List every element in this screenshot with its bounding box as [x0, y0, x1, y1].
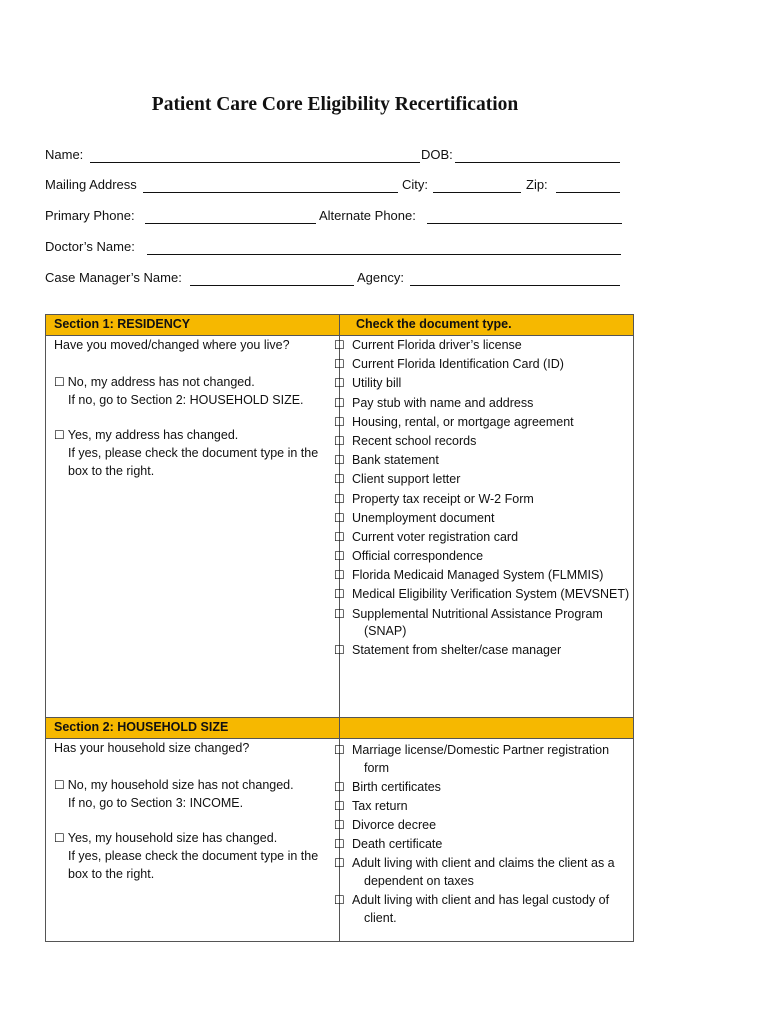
document-option-label: Medical Eligibility Verification System (MEVSNET)	[352, 587, 630, 602]
alternate-phone-field[interactable]	[427, 222, 622, 224]
section1-yes-option: Yes, my address has changed.	[67, 428, 239, 442]
document-option-label: Marriage license/Domestic Partner registration form	[352, 743, 610, 775]
document-option-label: Unemployment document	[352, 510, 495, 525]
document-option-label: Supplemental Nutritional Assistance Program (SNAP)	[352, 606, 603, 639]
document-option[interactable]: ☐ Statement from shelter/case manager	[334, 643, 562, 658]
document-option[interactable]: ☐ Current Florida Identification Card (ID)	[334, 357, 564, 372]
section1-question: Have you moved/changed where you live?	[54, 338, 290, 352]
city-label: City:	[402, 177, 428, 192]
document-option-label: Recent school records	[352, 433, 477, 448]
section1-yes-instruction: If yes, please check the document type in the	[68, 446, 319, 460]
primary-phone-field[interactable]	[145, 222, 316, 224]
document-option-label: Housing, rental, or mortgage agreement	[352, 414, 574, 429]
name-field[interactable]	[90, 161, 420, 163]
alternate-phone-label: Alternate Phone:	[319, 208, 416, 223]
document-option-label: Adult living with client and has legal custody of client.	[352, 893, 610, 925]
page-title: Patient Care Core Eligibility Recertification	[151, 94, 519, 115]
checkbox[interactable]: ☐	[54, 831, 65, 845]
document-type-header: Check the document type.	[340, 315, 634, 336]
document-option-label: Utility bill	[352, 376, 402, 391]
document-option[interactable]: ☐ Death certificate	[334, 837, 443, 852]
document-option-label: Bank statement	[352, 453, 439, 468]
section1-no-option: No, my address has not changed.	[67, 375, 255, 389]
case-manager-label: Case Manager’s Name:	[45, 270, 182, 285]
document-option-label: Death certificate	[352, 837, 443, 852]
section2-header: Section 2: HOUSEHOLD SIZE	[46, 718, 340, 739]
document-option[interactable]: ☐ Unemployment document	[334, 510, 495, 525]
document-option-label: Tax return	[352, 798, 408, 813]
document-option[interactable]: ☐ Pay stub with name and address	[334, 395, 534, 410]
document-option-label: Florida Medicaid Managed System (FLMMIS)	[352, 568, 604, 583]
section2-left	[46, 739, 340, 942]
section1-no-instruction: If no, go to Section 2: HOUSEHOLD SIZE.	[68, 393, 304, 407]
section1-yes-instruction: box to the right.	[68, 464, 155, 478]
document-option[interactable]: ☐ Adult living with client and claims the client as a dependent on taxes	[334, 856, 615, 888]
case-manager-field[interactable]	[190, 284, 354, 286]
document-option[interactable]: ☐ Tax return	[334, 798, 408, 813]
document-option[interactable]: ☐ Marriage license/Domestic Partner registration form	[334, 743, 610, 775]
document-option-label: Statement from shelter/case manager	[352, 643, 562, 658]
document-option-label: Current voter registration card	[352, 529, 519, 544]
document-option[interactable]: ☐ Utility bill	[334, 376, 402, 391]
zip-label: Zip:	[526, 177, 548, 192]
zip-field[interactable]	[556, 191, 620, 193]
document-option-label: Current Florida driver’s license	[352, 338, 522, 352]
mailing-address-field[interactable]	[143, 191, 398, 193]
document-option[interactable]: ☐ Birth certificates	[334, 779, 441, 794]
eligibility-table	[45, 314, 634, 942]
document-option-label: Property tax receipt or W-2 Form	[352, 491, 534, 506]
dob-field[interactable]	[455, 161, 620, 163]
section1-header: Section 1: RESIDENCY	[46, 315, 340, 336]
document-option[interactable]: ☐ Official correspondence	[334, 549, 484, 564]
document-option[interactable]: ☐ Medical Eligibility Verification System (MEVSNET)	[334, 587, 630, 602]
document-option[interactable]: ☐ Housing, rental, or mortgage agreement	[334, 414, 574, 429]
document-option-label: Client support letter	[352, 472, 461, 487]
section2-header-right	[340, 718, 634, 739]
doctors-name-field[interactable]	[147, 253, 621, 255]
section1-document-list	[334, 336, 633, 660]
document-option-label: Adult living with client and claims the client as a dependent on taxes	[352, 856, 615, 888]
section2-no-instruction: If no, go to Section 3: INCOME.	[68, 796, 244, 810]
document-option-label: Official correspondence	[352, 549, 484, 564]
section2-yes-instruction: box to the right.	[68, 867, 155, 881]
section2-yes-option: Yes, my household size has changed.	[67, 831, 278, 845]
section2-document-list	[334, 739, 633, 927]
document-option[interactable]: ☐ Bank statement	[334, 453, 439, 468]
checkbox[interactable]: ☐	[54, 778, 65, 792]
document-option[interactable]: ☐ Client support letter	[334, 472, 461, 487]
document-option[interactable]: ☐ Supplemental Nutritional Assistance Program (SNAP)	[334, 606, 603, 639]
city-field[interactable]	[433, 191, 521, 193]
primary-phone-label: Primary Phone:	[45, 208, 135, 223]
document-option[interactable]: ☐ Property tax receipt or W-2 Form	[334, 491, 534, 506]
agency-label: Agency:	[357, 270, 404, 285]
checkbox[interactable]: ☐	[54, 375, 65, 389]
mailing-address-label: Mailing Address	[45, 177, 137, 192]
dob-label: DOB:	[421, 147, 453, 162]
section2-no-option: No, my household size has not changed.	[67, 778, 294, 792]
name-label: Name:	[45, 147, 84, 162]
document-option[interactable]: ☐ Current voter registration card	[334, 529, 519, 544]
checkbox[interactable]: ☐	[54, 428, 65, 442]
document-option[interactable]: ☐ Recent school records	[334, 433, 477, 448]
document-option-label: Current Florida Identification Card (ID)	[352, 357, 564, 372]
document-option[interactable]: ☐ Adult living with client and has legal custody of client.	[334, 893, 610, 925]
section2-yes-instruction: If yes, please check the document type in the	[68, 849, 319, 863]
section2-question: Has your household size changed?	[54, 741, 250, 755]
document-option-label: Divorce decree	[352, 818, 437, 833]
document-option[interactable]: ☐ Florida Medicaid Managed System (FLMMIS)	[334, 568, 604, 583]
document-option[interactable]: ☐ Current Florida driver’s license	[334, 338, 522, 352]
doctors-name-label: Doctor’s Name:	[45, 239, 135, 254]
section1-right	[334, 336, 634, 718]
document-option-label: Pay stub with name and address	[352, 395, 534, 410]
agency-field[interactable]	[410, 284, 620, 286]
document-option-label: Birth certificates	[352, 779, 441, 794]
section2-right	[334, 739, 634, 942]
section1-left	[46, 336, 340, 718]
document-option[interactable]: ☐ Divorce decree	[334, 818, 437, 833]
